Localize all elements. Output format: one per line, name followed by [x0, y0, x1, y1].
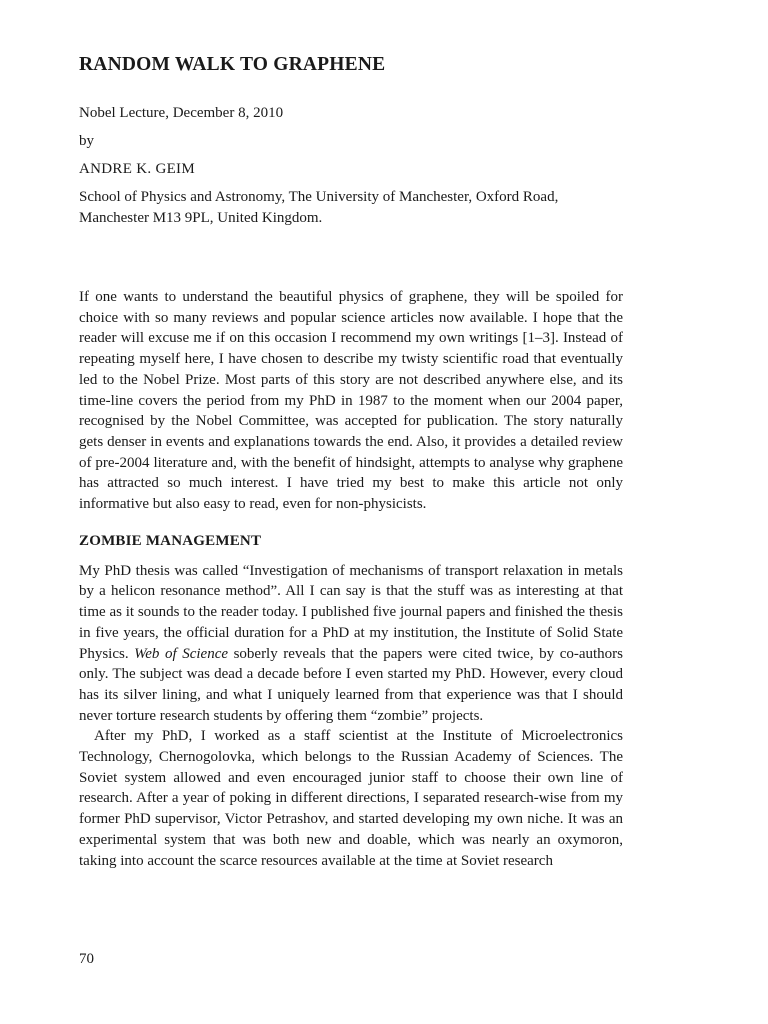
- section-paragraph-1: [79, 561, 623, 727]
- page-content: [79, 52, 623, 871]
- author-name: ANDRE K. GEIM: [79, 161, 195, 177]
- by-line: by: [79, 133, 94, 149]
- section-paragraph-2: After my PhD, I worked as a staff scientist at the Institute of Microelectronics Technology, Chernogolovka, which belongs to the Russian Academy of Sciences. The Soviet system allowed and even encouraged junior staff to choose their own line of research. After a year of poking in different directions, I separated research-wise from my former PhD supervisor, Victor Petrashov, and started developing my own niche. It was an experimental system that was both new and doable, which was nearly an oxymoron, taking into account the scarce resources available at the time at Soviet research: [79, 728, 623, 869]
- paragraph-text-segment: My PhD thesis was called “Investigation of mechanisms of transport relaxation in metals by a helicon resonance method”. All I can say is that the stuff was as interesting at that time as it sounds to the reader today. I published five journal papers and finished the thesis in five years, the official duration for a PhD at my institution, the Institute of Solid State Physics.: [79, 562, 623, 662]
- author-affiliation: School of Physics and Astronomy, The University of Manchester, Oxford Road, Manchester M13 9PL, United Kingdom.: [79, 189, 559, 226]
- paragraph-text-segment: soberly reveals that the papers were cited twice, by co-authors only. The subject was dead a decade before I even started my PhD. However, every cloud has its silver lining, and what I uniquely learned from that experience was that I should never torture research students by offering them “zombie” projects.: [79, 645, 624, 724]
- section-heading: ZOMBIE MANAGEMENT: [79, 532, 262, 549]
- intro-paragraph: If one wants to understand the beautiful physics of graphene, they will be spoiled for choice with so many reviews and popular science articles now available. I hope that the reader will excuse me if on this occasion I recommend my own writings [1–3]. Instead of repeating myself here, I have chosen to describe my twisty scientific road that eventually led to the Nobel Prize. Most parts of this story are not described anywhere else, and its time-line covers the period from my PhD in 1987 to the moment when our 2004 paper, recognised by the Nobel Committee, was accepted for publication. The story naturally gets denser in events and explanations towards the end. Also, it provides a detailed review of pre-2004 literature and, with the benefit of hindsight, attempts to analyse why graphene has attracted so much interest. I have tried my best to make this article not only informative but also easy to read, even for non-physicists.: [79, 289, 623, 513]
- italic-citation: Web of Science: [134, 645, 229, 662]
- page-number: 70: [79, 951, 94, 967]
- paper-title: RANDOM WALK TO GRAPHENE: [79, 54, 386, 75]
- lecture-info: Nobel Lecture, December 8, 2010: [79, 105, 284, 121]
